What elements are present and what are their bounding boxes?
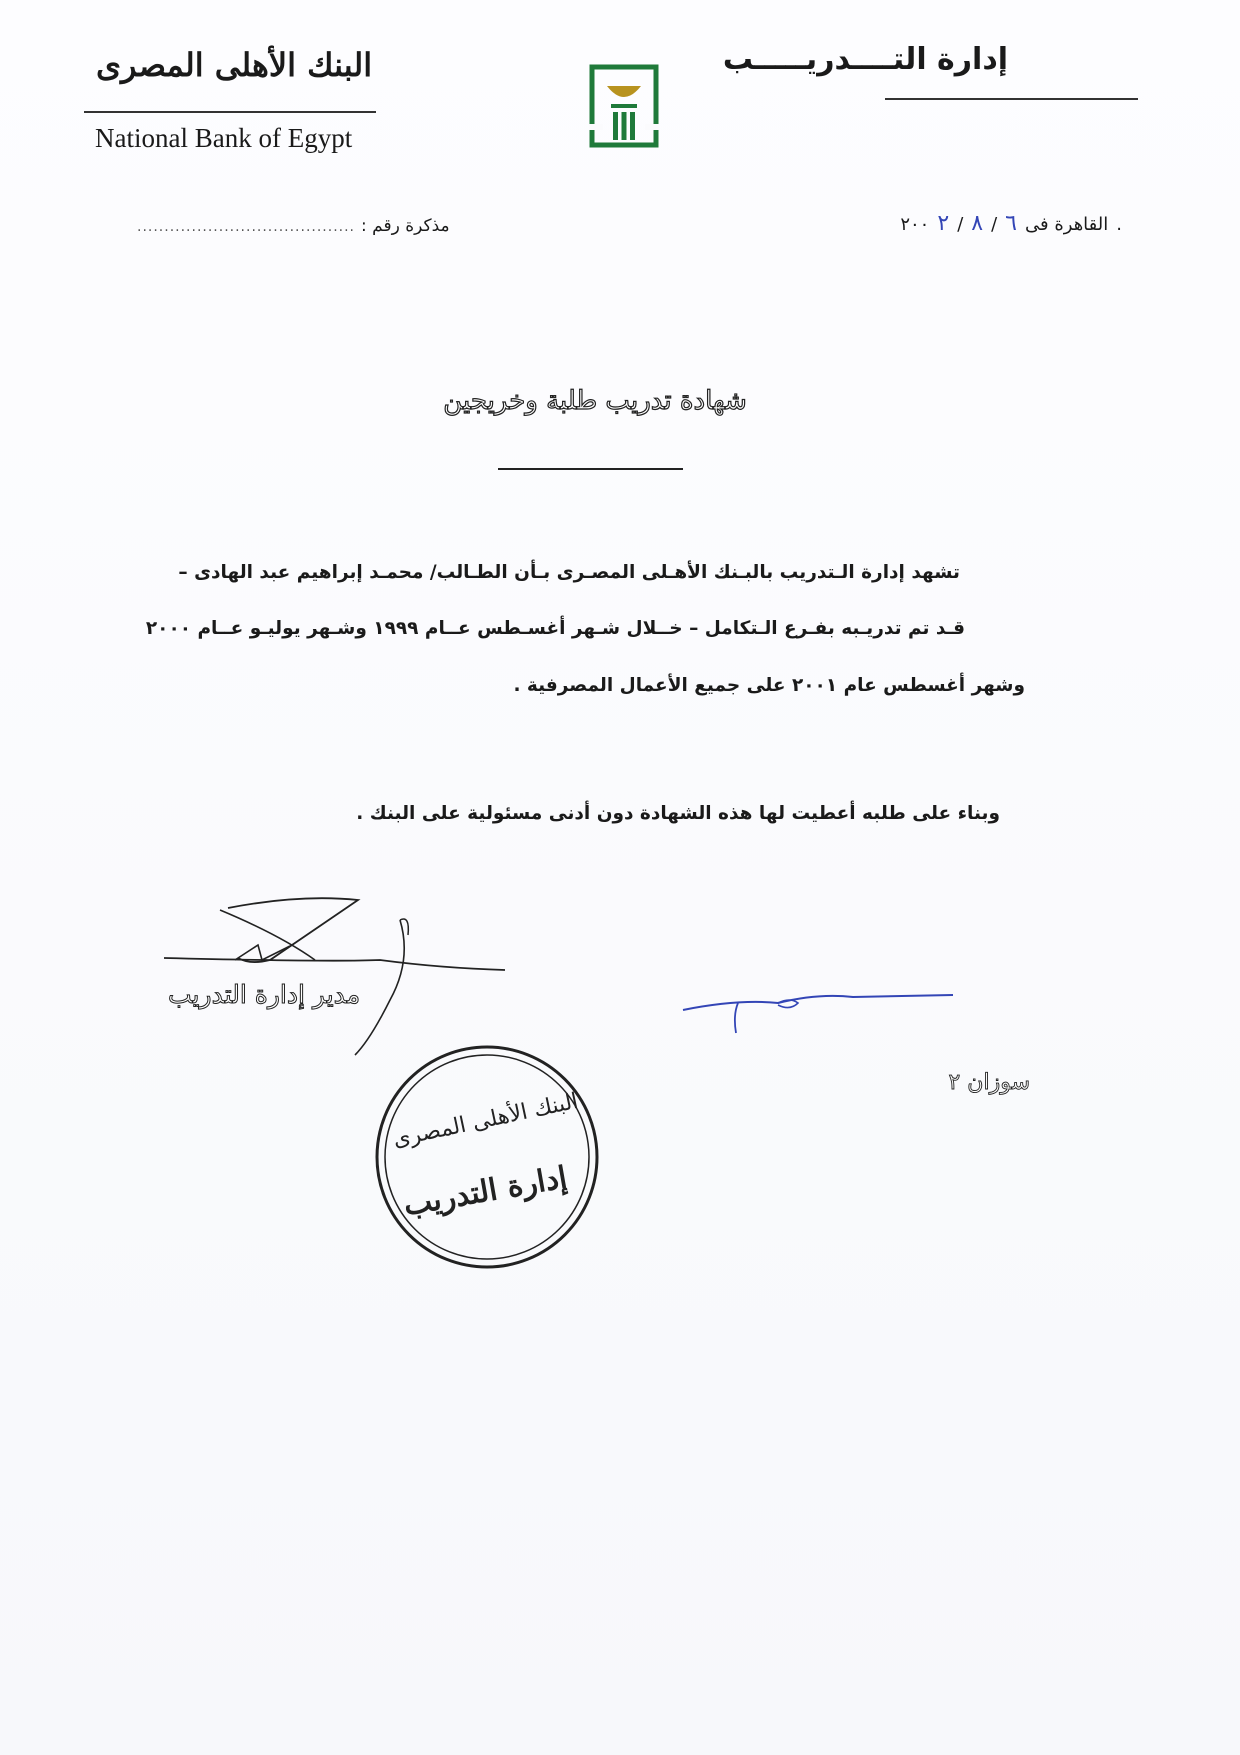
bank-name-arabic: البنك الأهلى المصرى [96, 46, 373, 84]
department-title: إدارة التــــدريـــــب [722, 42, 1008, 77]
bank-name-underline [84, 111, 376, 113]
bank-logo-icon [589, 64, 659, 148]
date-separator: / [991, 214, 998, 235]
certificate-title: شهادة تدريب طلبة وخريجين [443, 386, 747, 416]
memo-label: مذكرة رقم : [361, 216, 450, 236]
certificate-body-line: قـد تم تدريـبه بفـرع الـتكامل – خــلال شـهر أغسـطس عــام ١٩٩٩ وشـهر يوليـو عــام ٢٠٠٠ [145, 618, 965, 639]
date-day: ٦ [1005, 211, 1017, 236]
certificate-body-line: وشهر أغسطس عام ٢٠٠١ على جميع الأعمال المصرفية . [513, 675, 1025, 696]
stamp-top-text: البنك الأهلى المصرى [390, 1088, 581, 1153]
department-stamp-icon [371, 1041, 603, 1273]
date-separator: / [957, 214, 964, 235]
certificate-body-line: تشهد إدارة الـتدريب بالبـنك الأهـلى المصـرى بـأن الطـالب/ محمـد إبراهيم عبد الهادى – [178, 562, 960, 583]
date-lead-dot: . [1116, 214, 1122, 235]
staff-name-label: سوزان ٢ [948, 1070, 1030, 1095]
certificate-body-line: وبناء على طلبه أعطيت لها هذه الشهادة دون أدنى مسئولية على البنك . [356, 803, 1000, 824]
date-year-printed: ٢٠٠ [900, 214, 930, 235]
title-underline [498, 468, 683, 470]
memo-dots: ........................................ [137, 219, 356, 235]
department-underline [885, 98, 1138, 100]
date-year-handwritten: ٢ [937, 211, 950, 236]
staff-signature [678, 985, 958, 1045]
manager-title-label: مدير إدارة التدريب [168, 980, 361, 1009]
date-month: ٨ [971, 211, 984, 236]
bank-name-english: National Bank of Egypt [95, 123, 353, 153]
stamp-bottom-text: إدارة التدريب [400, 1160, 570, 1224]
date-line [900, 211, 1122, 236]
date-city-prefix: القاهرة فى [1025, 214, 1109, 235]
memo-number [137, 216, 450, 236]
